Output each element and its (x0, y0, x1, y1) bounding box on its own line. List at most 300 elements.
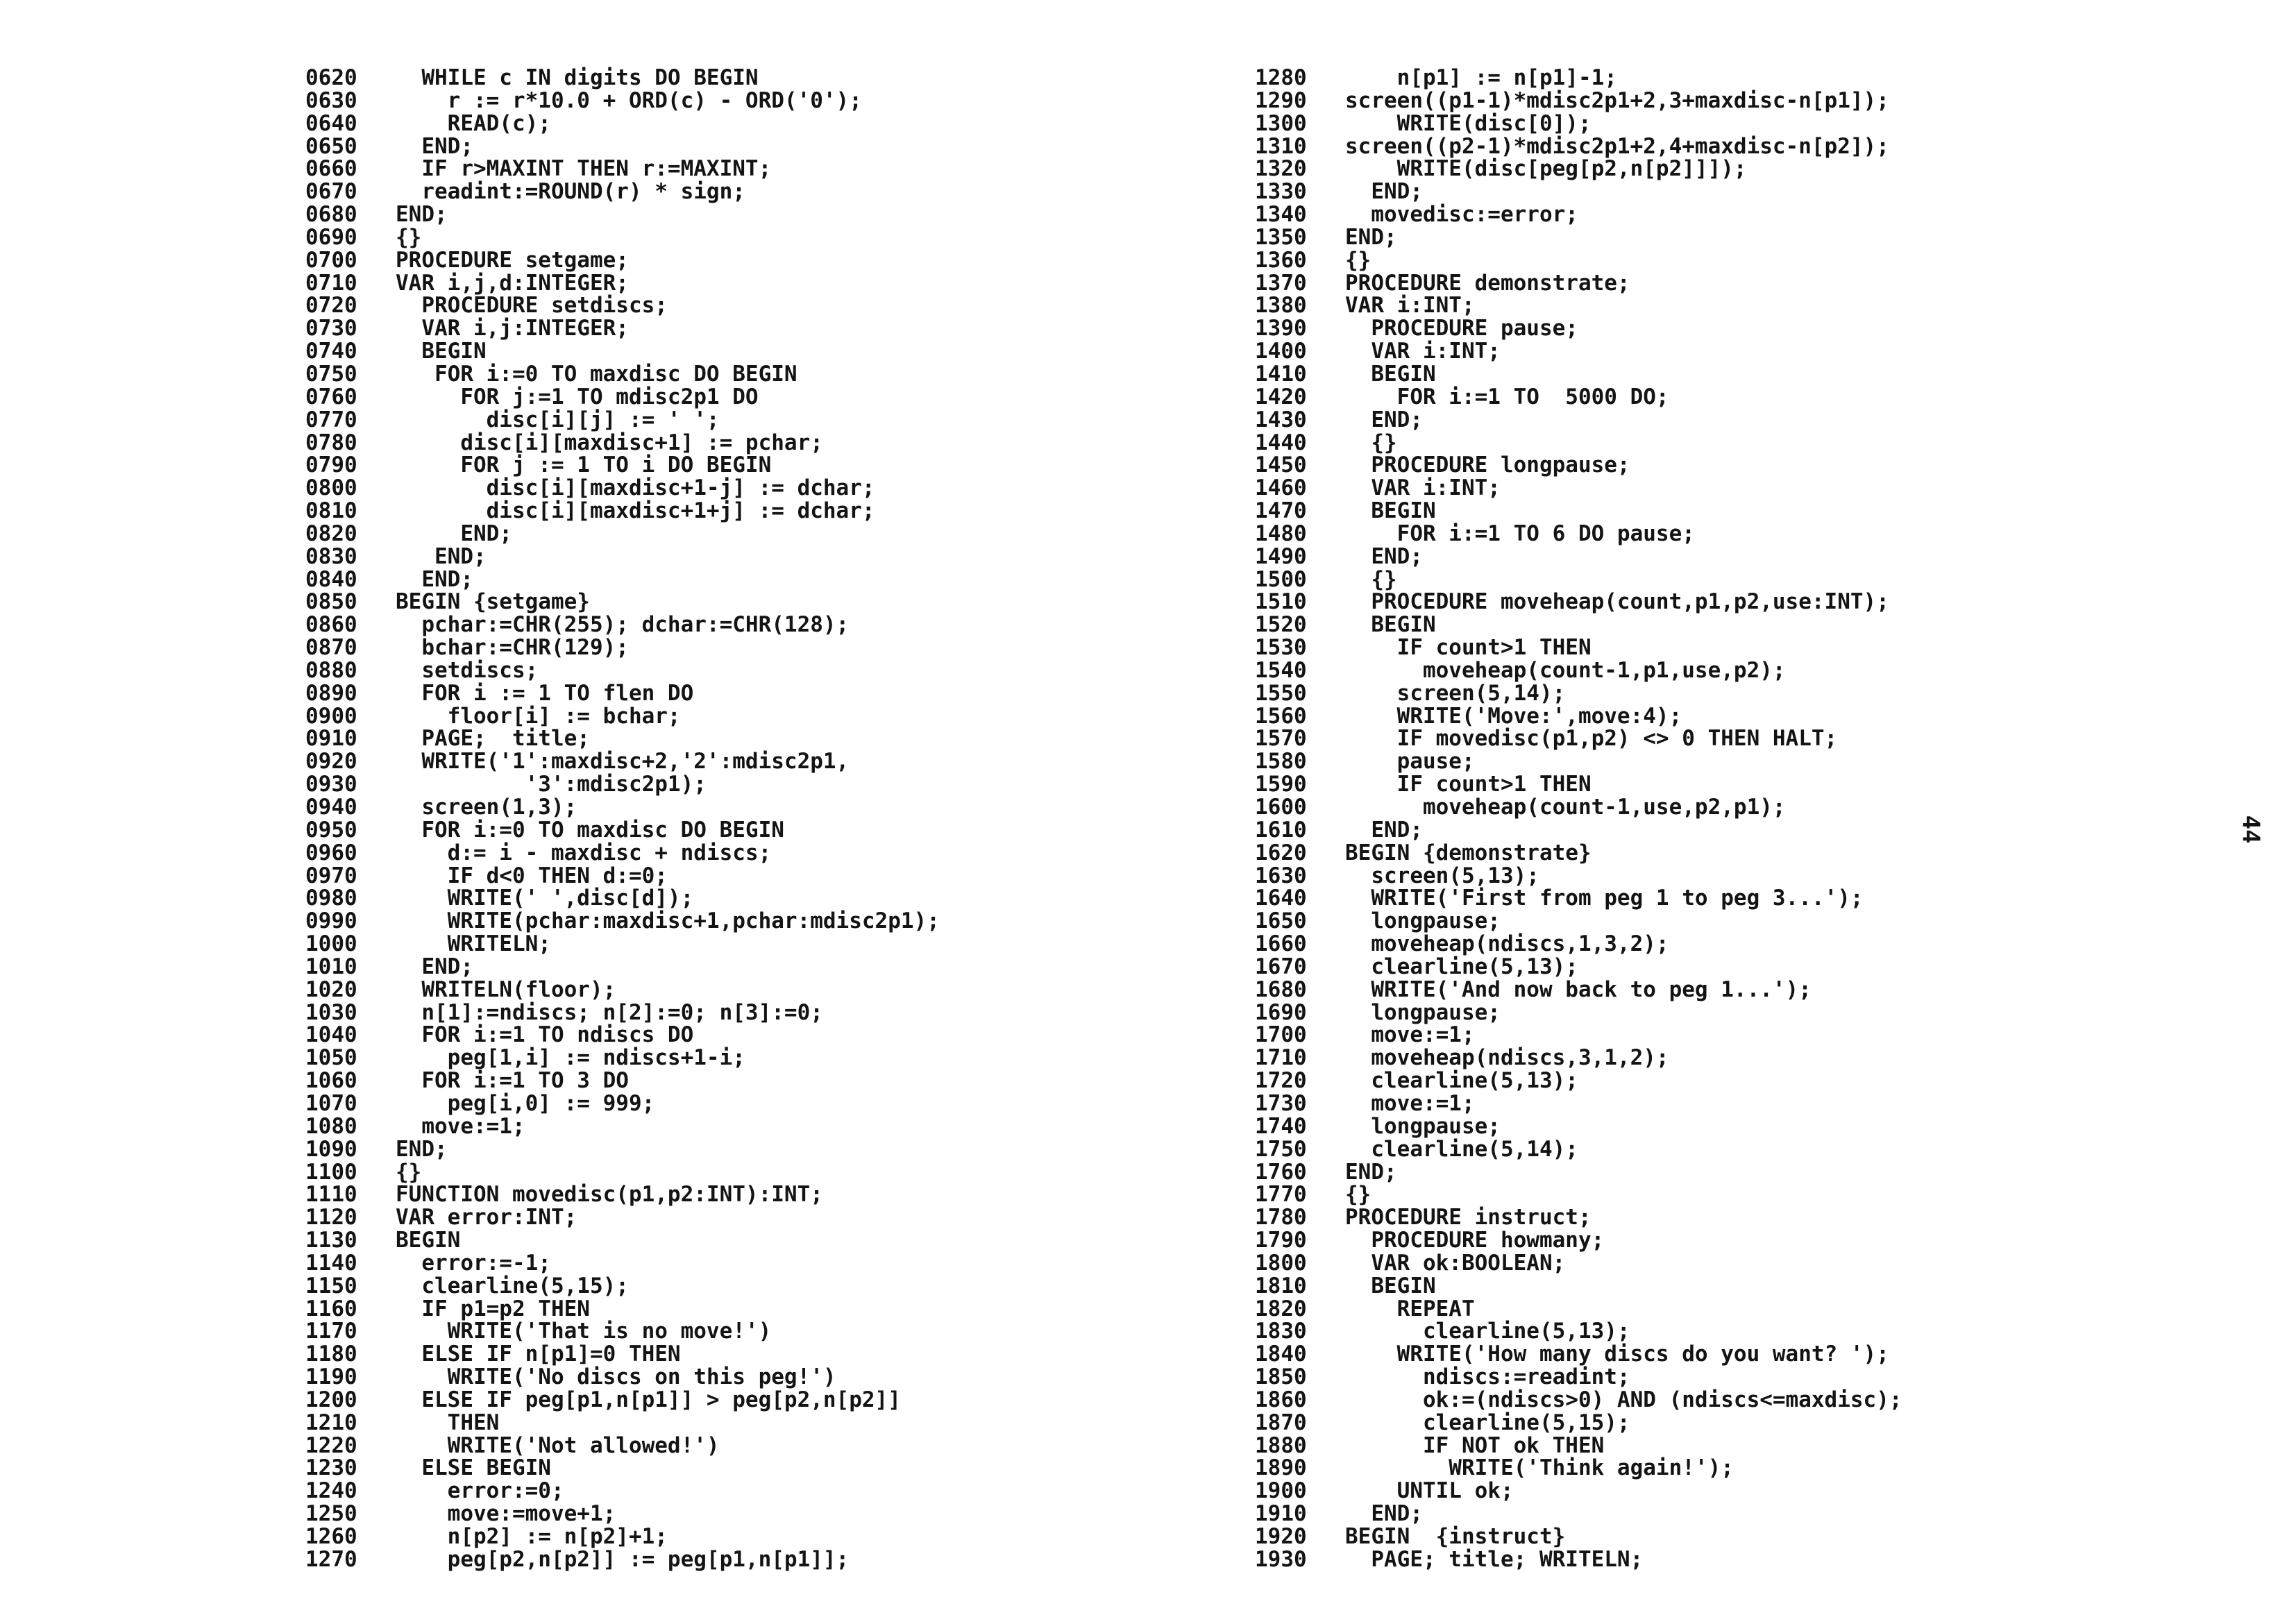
line-number: 1030 (305, 999, 357, 1025)
code-line (305, 865, 940, 888)
code-text: move:=1; (1345, 1022, 1475, 1048)
line-number: 0810 (305, 498, 357, 524)
code-line (305, 659, 940, 682)
code-text: clearline(5,13); (1345, 954, 1578, 979)
code-line (1255, 682, 1902, 705)
line-number: 0660 (305, 156, 357, 182)
code-line (305, 819, 940, 842)
code-text: moveheap(ndiscs,1,3,2); (1345, 931, 1669, 957)
code-text: END; (396, 133, 473, 159)
code-line (1255, 1024, 1902, 1047)
line-number: 0840 (305, 566, 357, 592)
code-text: moveheap(count-1,use,p2,p1); (1345, 795, 1786, 820)
line-number: 1460 (1255, 475, 1307, 501)
line-number: 1750 (1255, 1136, 1307, 1162)
line-number: 1290 (1255, 87, 1307, 113)
code-line (1255, 773, 1902, 796)
line-number: 1110 (305, 1182, 357, 1208)
code-line (305, 203, 940, 226)
line-number: 1330 (1255, 179, 1307, 205)
code-text: {} (1345, 1182, 1371, 1208)
code-text: screen((p1-1)*mdisc2p1+2,3+maxdisc-n[p1]); (1345, 87, 1889, 113)
code-text: peg[p2,n[p2]] := peg[p1,n[p1]]; (396, 1546, 850, 1572)
line-number: 0790 (305, 452, 357, 478)
code-line (1255, 865, 1902, 888)
code-text: FOR i:=0 TO maxdisc DO BEGIN (396, 361, 797, 387)
line-number: 1680 (1255, 976, 1307, 1002)
code-text: setdiscs; (396, 657, 539, 683)
line-number: 0870 (305, 635, 357, 661)
code-line (1255, 1525, 1902, 1548)
line-number: 1160 (305, 1296, 357, 1321)
line-number: 1130 (305, 1228, 357, 1253)
code-line (305, 1024, 940, 1047)
code-line (305, 976, 940, 1002)
code-line (305, 1183, 940, 1206)
code-line (1255, 1092, 1902, 1115)
line-number: 1900 (1255, 1478, 1307, 1504)
code-line (305, 910, 940, 933)
code-text: END; (1345, 179, 1423, 205)
code-line (305, 226, 940, 249)
code-text: n[p1] := n[p1]-1; (1345, 65, 1617, 90)
code-line (305, 180, 940, 203)
line-number: 0680 (305, 202, 357, 228)
code-text: BEGIN (1345, 1273, 1436, 1299)
code-text: WRITE('1':maxdisc+2,'2':mdisc2p1, (396, 749, 850, 775)
line-number: 1710 (1255, 1045, 1307, 1071)
code-line (305, 1252, 940, 1275)
code-line (305, 682, 940, 705)
code-line (305, 135, 940, 158)
code-text: disc[i][maxdisc+1+j] := dchar; (396, 498, 875, 524)
code-text: WRITE(disc[0]); (1345, 110, 1592, 136)
code-text: floor[i] := bchar; (396, 703, 681, 729)
code-line (305, 705, 940, 728)
code-line (1255, 87, 1902, 113)
code-text: BEGIN (1345, 498, 1436, 524)
code-line (1255, 933, 1902, 956)
line-number: 0730 (305, 316, 357, 341)
code-text: '3':mdisc2p1); (396, 772, 707, 797)
line-number: 1590 (1255, 772, 1307, 797)
line-number: 1220 (305, 1432, 357, 1458)
code-text: movedisc:=error; (1345, 202, 1578, 228)
line-number: 1080 (305, 1113, 357, 1139)
code-line (305, 1432, 940, 1458)
code-text: {} (396, 224, 422, 250)
line-number: 1320 (1255, 156, 1307, 182)
left-code-listing (305, 67, 940, 1571)
code-line (305, 933, 940, 956)
code-text: bchar:=CHR(129); (396, 635, 629, 661)
code-line (1255, 842, 1902, 865)
code-line (305, 158, 940, 180)
code-line (1255, 819, 1902, 842)
line-number: 1490 (1255, 543, 1307, 569)
code-line (305, 67, 940, 90)
code-text: d:= i - maxdisc + ndiscs; (396, 840, 772, 865)
code-line (305, 477, 940, 500)
line-number: 0880 (305, 657, 357, 683)
code-text: PROCEDURE pause; (1345, 316, 1578, 341)
line-number: 1700 (1255, 1022, 1307, 1048)
code-text: VAR i,j,d:INTEGER; (396, 270, 629, 296)
code-text: pchar:=CHR(255); dchar:=CHR(128); (396, 612, 850, 638)
line-number: 1720 (1255, 1068, 1307, 1094)
line-number: 1860 (1255, 1387, 1307, 1412)
code-text: IF count>1 THEN (1345, 635, 1592, 661)
code-line (1255, 112, 1902, 135)
code-text: WRITE(pchar:maxdisc+1,pchar:mdisc2p1); (396, 908, 940, 934)
code-line (305, 842, 940, 865)
code-line (1255, 272, 1902, 295)
line-number: 1530 (1255, 635, 1307, 661)
code-line (305, 1206, 940, 1229)
line-number: 1830 (1255, 1319, 1307, 1344)
code-line (305, 500, 940, 523)
code-text: clearline(5,13); (1345, 1319, 1630, 1344)
code-line (1255, 1001, 1902, 1024)
line-number: 1180 (305, 1342, 357, 1367)
line-number: 0710 (305, 270, 357, 296)
code-text: FOR i:=0 TO maxdisc DO BEGIN (396, 817, 784, 843)
line-number: 1740 (1255, 1113, 1307, 1139)
line-number: 1550 (1255, 680, 1307, 706)
page-number: 44 (2236, 815, 2265, 844)
code-text: readint:=ROUND(r) * sign; (396, 179, 745, 205)
line-number: 1450 (1255, 452, 1307, 478)
line-number: 1020 (305, 976, 357, 1002)
code-text: clearline(5,14); (1345, 1136, 1578, 1162)
line-number: 1230 (305, 1455, 357, 1481)
code-text: WRITELN(floor); (396, 976, 616, 1002)
line-number: 1150 (305, 1273, 357, 1299)
code-line (1255, 614, 1902, 636)
code-line (1255, 67, 1902, 90)
code-text: r := r*10.0 + ORD(c) - ORD('0'); (396, 87, 862, 113)
code-text: FOR i:=1 TO 6 DO pause; (1345, 521, 1695, 546)
code-text: END; (1345, 543, 1423, 569)
code-text: BEGIN (396, 1228, 461, 1253)
code-text: screen(5,14); (1345, 680, 1566, 706)
line-number: 1200 (305, 1387, 357, 1412)
code-line (1255, 523, 1902, 545)
code-text: IF movedisc(p1,p2) <> 0 THEN HALT; (1345, 726, 1838, 752)
code-line (305, 432, 940, 455)
code-text: move:=move+1; (396, 1501, 616, 1527)
line-number: 1640 (1255, 886, 1307, 911)
line-number: 0950 (305, 817, 357, 843)
code-text: END; (1345, 1159, 1397, 1185)
line-number: 1610 (1255, 817, 1307, 843)
code-text: ELSE BEGIN (396, 1455, 551, 1481)
code-text: IF p1=p2 THEN (396, 1296, 590, 1321)
code-text: disc[i][j] := ' '; (396, 407, 720, 432)
code-line (1255, 1457, 1902, 1480)
code-line (1255, 1069, 1902, 1092)
code-text: ndiscs:=readint; (1345, 1364, 1630, 1390)
line-number: 1690 (1255, 999, 1307, 1025)
code-text: THEN (396, 1410, 500, 1435)
line-number: 1010 (305, 954, 357, 979)
code-line (1255, 180, 1902, 203)
code-text: PROCEDURE demonstrate; (1345, 270, 1630, 296)
line-number: 1890 (1255, 1455, 1307, 1481)
code-line (1255, 1432, 1902, 1458)
code-line (305, 591, 940, 614)
code-line (305, 750, 940, 773)
code-text: VAR i:INT; (1345, 475, 1501, 501)
code-text: PROCEDURE moveheap(count,p1,p2,use:INT); (1345, 589, 1889, 615)
code-text: FOR i:=1 TO ndiscs DO (396, 1022, 694, 1048)
code-line (1255, 568, 1902, 591)
code-line (305, 1161, 940, 1184)
code-text: PROCEDURE setgame; (396, 247, 629, 273)
code-line (1255, 1343, 1902, 1366)
line-number: 1730 (1255, 1090, 1307, 1116)
line-number: 1630 (1255, 863, 1307, 888)
line-number: 1660 (1255, 931, 1307, 957)
line-number: 0740 (305, 339, 357, 364)
code-text: WRITE('That is no move!') (396, 1319, 772, 1344)
code-text: PROCEDURE instruct; (1345, 1205, 1592, 1230)
code-line (1255, 363, 1902, 386)
code-line (1255, 1503, 1902, 1525)
code-text: FOR j:=1 TO mdisc2p1 DO (396, 384, 759, 409)
line-number: 1760 (1255, 1159, 1307, 1185)
line-number: 0750 (305, 361, 357, 387)
line-number: 1580 (1255, 749, 1307, 775)
code-line (305, 87, 940, 113)
line-number: 1270 (305, 1546, 357, 1572)
code-text: PAGE; title; WRITELN; (1345, 1546, 1644, 1572)
code-line (1255, 386, 1902, 409)
line-number: 1370 (1255, 270, 1307, 296)
code-text: WRITE('Not allowed!') (396, 1432, 720, 1458)
line-number: 1790 (1255, 1228, 1307, 1253)
line-number: 0670 (305, 179, 357, 205)
code-text: WHILE c IN digits DO BEGIN (396, 65, 759, 90)
code-line (1255, 956, 1902, 979)
code-line (1255, 976, 1902, 1002)
line-number: 0890 (305, 680, 357, 706)
code-text: BEGIN {demonstrate} (1345, 840, 1592, 865)
code-text: END; (396, 566, 473, 592)
code-line (1255, 1229, 1902, 1252)
code-line (305, 340, 940, 363)
code-line (305, 1320, 940, 1343)
code-text: WRITE('Think again!'); (1345, 1455, 1734, 1481)
code-line (1255, 1138, 1902, 1161)
code-line (305, 1115, 940, 1138)
code-line (1255, 887, 1902, 910)
code-text: VAR i:INT; (1345, 339, 1501, 364)
code-text: BEGIN {instruct} (1345, 1524, 1566, 1549)
code-line (1255, 910, 1902, 933)
code-text: disc[i][maxdisc+1] := pchar; (396, 430, 823, 455)
line-number: 0850 (305, 589, 357, 615)
code-line (1255, 1275, 1902, 1298)
code-line (305, 614, 940, 636)
code-text: FOR i := 1 TO flen DO (396, 680, 694, 706)
code-text: FOR j := 1 TO i DO BEGIN (396, 452, 772, 478)
line-number: 0780 (305, 430, 357, 455)
line-number: 1210 (305, 1410, 357, 1435)
line-number: 1000 (305, 931, 357, 957)
line-number: 1670 (1255, 954, 1307, 979)
line-number: 1310 (1255, 133, 1307, 159)
code-line (305, 317, 940, 340)
code-line (1255, 1298, 1902, 1321)
line-number: 1060 (305, 1068, 357, 1094)
line-number: 1820 (1255, 1296, 1307, 1321)
line-number: 1100 (305, 1159, 357, 1185)
line-number: 1350 (1255, 224, 1307, 250)
code-line (305, 1457, 940, 1480)
code-text: WRITE(disc[peg[p2,n[p2]]]); (1345, 156, 1747, 182)
code-text: END; (1345, 1501, 1423, 1527)
code-line (305, 112, 940, 135)
code-text: moveheap(count-1,p1,use,p2); (1345, 657, 1786, 683)
code-text: disc[i][maxdisc+1-j] := dchar; (396, 475, 875, 501)
code-text: VAR error:INT; (396, 1205, 577, 1230)
line-number: 1170 (305, 1319, 357, 1344)
code-text: {} (1345, 430, 1397, 455)
code-text: n[p2] := n[p2]+1; (396, 1524, 668, 1549)
code-text: WRITE('How many discs do you want? '); (1345, 1342, 1889, 1367)
line-number: 1050 (305, 1045, 357, 1071)
code-text: BEGIN (1345, 361, 1436, 387)
code-line (305, 545, 940, 568)
code-line (305, 956, 940, 979)
code-line (1255, 500, 1902, 523)
code-text: PROCEDURE howmany; (1345, 1228, 1605, 1253)
line-number: 1430 (1255, 407, 1307, 432)
code-text: clearline(5,15); (396, 1273, 629, 1299)
code-text: BEGIN (396, 339, 487, 364)
code-text: PROCEDURE longpause; (1345, 452, 1630, 478)
line-number: 0700 (305, 247, 357, 273)
code-text: ELSE IF peg[p1,n[p1]] > peg[p2,n[p2]] (396, 1387, 901, 1412)
line-number: 1440 (1255, 430, 1307, 455)
code-text: END; (396, 954, 473, 979)
line-number: 0630 (305, 87, 357, 113)
line-number: 0960 (305, 840, 357, 865)
code-line (305, 1389, 940, 1412)
code-line (305, 773, 940, 796)
code-line (305, 1343, 940, 1366)
line-number: 1620 (1255, 840, 1307, 865)
line-number: 1520 (1255, 612, 1307, 638)
line-number: 0900 (305, 703, 357, 729)
code-text: REPEAT (1345, 1296, 1475, 1321)
code-text: END; (396, 521, 512, 546)
code-line (305, 1548, 940, 1571)
code-line (1255, 432, 1902, 455)
line-number: 1360 (1255, 247, 1307, 273)
line-number: 1510 (1255, 589, 1307, 615)
line-number: 1560 (1255, 703, 1307, 729)
line-number: 1880 (1255, 1432, 1307, 1458)
code-line (1255, 1366, 1902, 1389)
code-line (305, 887, 940, 910)
code-line (1255, 409, 1902, 432)
line-number: 0910 (305, 726, 357, 752)
code-line (305, 409, 940, 432)
code-line (1255, 340, 1902, 363)
code-text: END; (396, 543, 487, 569)
code-line (305, 1092, 940, 1115)
code-line (305, 1275, 940, 1298)
code-line (1255, 727, 1902, 750)
code-text: PROCEDURE setdiscs; (396, 293, 668, 319)
line-number: 1250 (305, 1501, 357, 1527)
code-text: n[1]:=ndiscs; n[2]:=0; n[3]:=0; (396, 999, 823, 1025)
code-line (1255, 317, 1902, 340)
line-number: 1300 (1255, 110, 1307, 136)
code-line (305, 1069, 940, 1092)
line-number: 0970 (305, 863, 357, 888)
line-number: 0980 (305, 886, 357, 911)
line-number: 0800 (305, 475, 357, 501)
line-number: 0770 (305, 407, 357, 432)
line-number: 1410 (1255, 361, 1307, 387)
line-number: 0650 (305, 133, 357, 159)
code-text: {} (396, 1159, 422, 1185)
code-text: pause; (1345, 749, 1475, 775)
code-text: longpause; (1345, 908, 1501, 934)
line-number: 1240 (305, 1478, 357, 1504)
line-number: 0640 (305, 110, 357, 136)
line-number: 1090 (305, 1136, 357, 1162)
code-line (1255, 1389, 1902, 1412)
code-text: UNTIL ok; (1345, 1478, 1514, 1504)
code-text: WRITE('Move:',move:4); (1345, 703, 1682, 729)
code-text: move:=1; (396, 1113, 525, 1139)
code-text: FOR i:=1 TO 3 DO (396, 1068, 629, 1094)
code-line (305, 727, 940, 750)
code-text: END; (396, 1136, 448, 1162)
code-text: error:=0; (396, 1478, 564, 1504)
code-line (305, 1525, 940, 1548)
line-number: 1500 (1255, 566, 1307, 592)
code-text: END; (1345, 817, 1423, 843)
line-number: 0760 (305, 384, 357, 409)
code-line (305, 272, 940, 295)
code-line (305, 1412, 940, 1435)
code-line (1255, 454, 1902, 477)
line-number: 1120 (305, 1205, 357, 1230)
code-text: END; (1345, 224, 1397, 250)
code-line (305, 1503, 940, 1525)
code-text: peg[1,i] := ndiscs+1-i; (396, 1045, 745, 1071)
line-number: 1910 (1255, 1501, 1307, 1527)
code-text: IF count>1 THEN (1345, 772, 1592, 797)
line-number: 1800 (1255, 1250, 1307, 1276)
code-text: READ(c); (396, 110, 551, 136)
code-line (1255, 203, 1902, 226)
code-line (305, 1001, 940, 1024)
line-number: 1650 (1255, 908, 1307, 934)
line-number: 1190 (305, 1364, 357, 1390)
line-number: 1470 (1255, 498, 1307, 524)
code-line (305, 1480, 940, 1503)
code-line (305, 1229, 940, 1252)
code-text: ok:=(ndiscs>0) AND (ndiscs<=maxdisc); (1345, 1387, 1902, 1412)
code-line (305, 1047, 940, 1069)
code-line (305, 1366, 940, 1389)
